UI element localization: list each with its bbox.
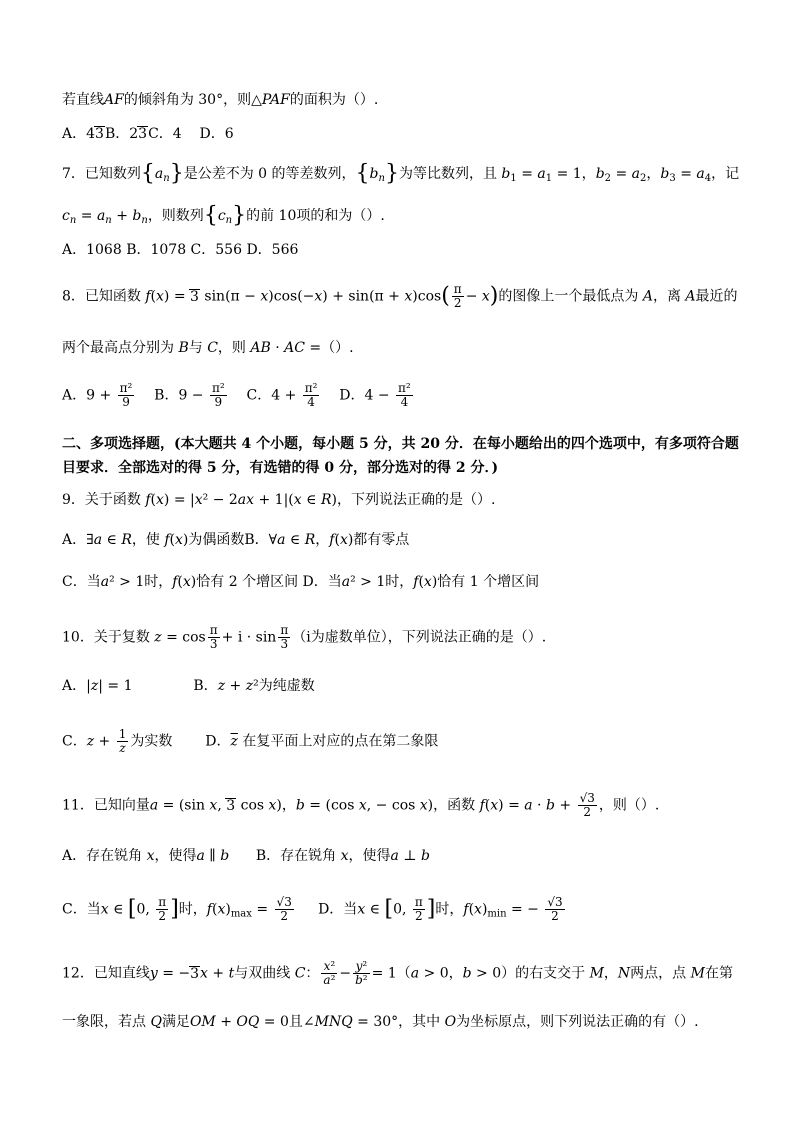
q8-line1: 8．已知函数 f(x) = 3 sin(π − x)cos(−x) + sin(π + x)cos( $\frac{\pi}{2}$ − x)的图像上一个最低点为 A，离 A最近的 bbox=[62, 282, 738, 310]
q9-options-line1: A．∃a ∈ R，使 f(x)为偶函数B．∀a ∈ R，f(x)都有零点 bbox=[62, 532, 410, 548]
q9-options-line2: C．当a² > 1时，f(x)恰有 2 个增区间 D．当a² > 1时，f(x)恰有 1 个增区间 bbox=[62, 574, 540, 590]
q11-stem: 11．已知向量a = (sin x, 3 cos x)，b = (cos x, − cos x)，函数 f(x) = a · b + $\frac{√3}{2}$ ，则（）. bbox=[62, 791, 660, 819]
q9-stem: 9．关于函数 f(x) = |x² − 2ax + 1|(x ∈ R)，下列说法正确的是（）. bbox=[62, 492, 496, 508]
q8-options: A．9 + $\frac{\text{π²}}{9}$ B．9 − $\frac{\text{π²}}{9}$ C．4 + $\frac{\text{π²}}{4}$ D．4 − $\frac{\text{π²}}{4}$ bbox=[62, 381, 411, 409]
q7-options: A．1068 B．1078 C．556 D．566 bbox=[62, 242, 299, 258]
q7-line2: $c_n = a_n + b_n$，则数列$\{c_n\}$的前 10项的和为（）. bbox=[62, 203, 385, 228]
q10-options-row1: A．|z| = 1 B．z + z²为纯虚数 bbox=[62, 678, 315, 694]
q12-line1: 12．已知直线y = −3x + t与双曲线 C： $\frac{\text{x²}}{\text{a²}}$ − $\frac{\text{y²}}{\text{b²}}$ = 1（a > 0，b > 0）的右支交于 M，N两点，点 M在第 bbox=[62, 959, 733, 987]
q7-line1: 7．已知数列$\{a_n\}$是公差不为 0 的等差数列，$\{b_n\}$为等比数列，且 $b_1 = a_1 = 1$，$b_2 = a_2$，$b_3 = a_4$，记 bbox=[62, 161, 740, 186]
q11-options-row1: A．存在锐角 x，使得a ∥ b B．存在锐角 x，使得a ⊥ b bbox=[62, 848, 430, 864]
prev-question-options: A．43B．23C．4 D．6 bbox=[62, 126, 234, 142]
q11-options-row2: C．当x ∈ [0, $\frac{\pi}{2}$ ]时，$f(x)_{max}$ = $\frac{√3}{2}$ D．当x ∈ [0, $\frac{\pi}{2}$ ]时，$f(x)_{min}$ = − $\frac{√3}{2}$ bbox=[62, 895, 563, 923]
q12-line2: 一象限，若点 Q满足OM + OQ = 0且∠MNQ = 30°，其中 O为坐标原点，则下列说法正确的有（）. bbox=[62, 1014, 699, 1030]
section2-heading-line2: 目要求．全部选对的得 5 分，有选错的得 0 分，部分选对的得 2 分．) bbox=[62, 460, 499, 476]
q10-stem: 10．关于复数 z = cos $\frac{\pi}{3}$ + i · sin $\frac{\pi}{3}$ （i为虚数单位），下列说法正确的是（）. bbox=[62, 623, 547, 651]
q8-line2: 两个最高点分别为 B与 C，则 AB · AC =（）. bbox=[62, 340, 354, 356]
prev-question-stem: 若直线AF的倾斜角为 30°，则△PAF的面积为（）. bbox=[62, 92, 379, 108]
section2-heading-line1: 二、多项选择题，(本大题共 4 个小题，每小题 5 分，共 20 分．在每小题给出的四个选项中，有多项符合题 bbox=[62, 436, 739, 452]
q10-options-row2: C．z + $\frac{1}{z}$ 为实数 D．$\overline{z}$ 在复平面上对应的点在第二象限 bbox=[62, 727, 439, 755]
